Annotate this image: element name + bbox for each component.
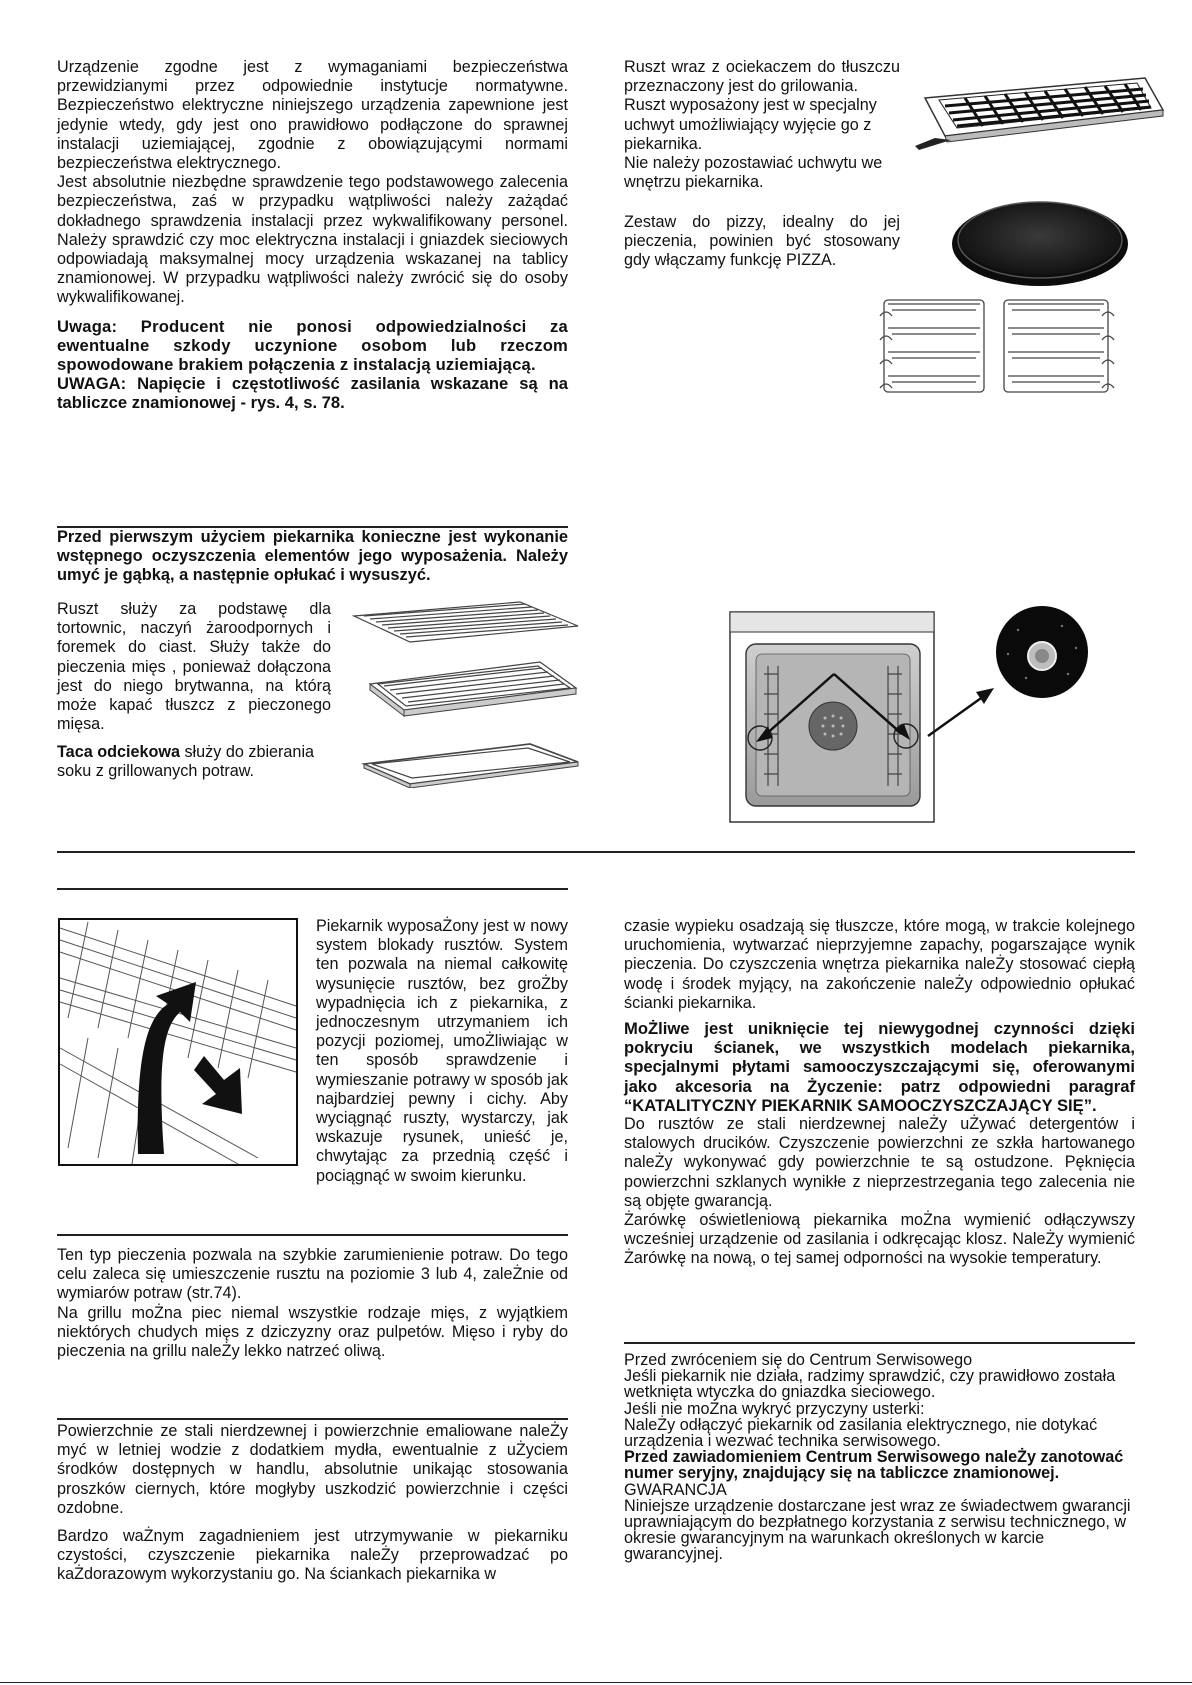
grill-rack-with-handle-image [905,70,1167,150]
grill-rack-paragraph-1: Ruszt wraz z ociekaczem do tłuszczu przeznaczony jest do grilowania. [624,58,900,96]
warranty-text: Niniejsze urządzenie dostarczane jest wraz ze świadectwem gwarancji uprawniającym do bezpłatnego korzystania z serwisu technicznego, w okresie gwarancyjnym na warunkach określonych w karcie gwarancyjnej. [624,1496,1131,1564]
oven-interior-lamp-image [726,596,1136,826]
service-line-1: Przed zwróceniem się do Centrum Serwisowego [624,1351,973,1369]
service-line-3: Jeśli nie moŻna wykryć przyczyny usterki: [624,1399,925,1418]
grill-rack-paragraph-3: Nie należy pozostawiać uchwytu we wnętrzu piekarnika. [624,154,883,192]
page-bottom-rule [0,1682,1192,1683]
grill-rack-paragraph-2: Ruszt wyposażony jest w specjalny uchwyt umożliwiający wyjęcie go z piekarnika. [624,96,877,153]
cleaning-text-right [624,917,1135,1269]
grill-text [57,1246,568,1361]
section-rule-cleaning [57,1418,568,1420]
lamp-replacement: Żarówkę oświetleniową piekarnika moŻna wymienić odłączywszy wcześniej urządzenie od zasilania i odkręcając klosz. NaleŻy wymienić Żarówkę na nową, o tej samej odporności na wysokie temperatury. [624,1211,1135,1268]
rack-description: Ruszt służy za podstawę dla tortownic, naczyń żaroodpornych i foremek do ciast. Służy także do pieczenia mięs , ponieważ dołączona jest do niego brytwanna, na którą może kapać tłuszcz z pieczonego mięsa. [57,600,331,734]
section-rule-service [624,1342,1135,1344]
catalytic-note: MoŻliwe jest uniknięcie tej niewygodnej czynności dzięki pokryciu ścianek, we wszystkich modelach piekarnika, specjalnymi płytami samooczyszczającymi się, oferowanymi jako akcesoria na Życzenie: patrz odpowiedni paragraf “KATALITYCZNY PIEKARNIK SAMOOCZYSZCZAJĄCY SIĘ”. [624,1019,1135,1115]
grill-paragraph-1: Ten typ pieczenia pozwala na szybkie zarumienienie potraw. Do tego celu zaleca się umieszczenie rusztu na poziomie 3 lub 4, zaleŻnie od wymiarów potraw (str.74). [57,1246,568,1303]
cleaning-paragraph-1: Powierzchnie ze stali nierdzewnej i powierzchnie emaliowane naleŻy myć w letniej wodzie z dodatkiem mydła, ewentualnie z uŻyciem środków dostępnych w handlu, absolutnie unikając stosowania proszków ciernych, które mogłyby uszkodzić powierzchnie i części ozdobne. [57,1422,568,1517]
cleaning-paragraph-2: Bardzo waŻnym zagadnieniem jest utrzymywanie w piekarniku czystości, czyszczenie piekarnika naleŻy przeprowadzać po kaŻdorazowym wykorzystaniu go. Na ściankach piekarnika w [57,1527,568,1584]
section-rule-rack-lock [57,888,568,890]
pizza-paragraph: Zestaw do pizzy, idealny do jej pieczenia, powinien być stosowany gdy włączamy funkcję PIZZA. [624,213,900,270]
safety-paragraph-1: Urządzenie zgodne jest z wymaganiami bezpieczeństwa przewidzianymi przez odpowiednie instytucje normatywne. Bezpieczeństwo elektryczne niniejszego urządzenia zapewnione jest jedynie wtedy, gdy jest ono prawidłowo podłączone do sprawnej instalacji uziemiającej, zgodnie z obowiązującymi normami bezpieczeństwa elektrycznego. [57,58,568,173]
grill-rack-text [624,58,900,192]
service-line-2: Jeśli piekarnik nie działa, radzimy sprawdzić, czy prawidłowo została wetknięta wtyczka do gniazdka sieciowego. [624,1367,1116,1402]
warranty-title: GWARANCJA [624,1480,727,1499]
safety-warning-1: Uwaga: Producent nie ponosi odpowiedzialności za ewentualne szkody uczynione osobom lub rzeczom spowodowane brakiem połączenia z instalacją uziemiającą. [57,316,568,375]
section-rule-grill [57,1234,568,1236]
drip-tray-description [57,743,337,781]
drip-tray-label: Taca odciekowa [57,743,180,761]
service-line-4: NaleŻy odłączyć piekarnik od zasilania elektrycznego, nie dotykać urządzenia i wezwać technika serwisowego. [624,1415,1098,1451]
grill-paragraph-2: Na grillu moŻna piec niemal wszystkie rodzaje mięs, z wyjątkiem niektórych chudych mięs z dziczyzny oraz pulpetów. Mięso i ryby do pieczenia na grillu naleŻy lekko natrzeć oliwą. [57,1303,568,1361]
service-text [624,1352,1135,1563]
safety-warning-2: UWAGA: Napięcie i częstotliwość zasilania wskazane są na tabliczce znamionowej - rys. 4, s. 78. [57,374,568,413]
pizza-tray-image [950,196,1130,288]
rack-lock-illustration [58,918,298,1166]
side-rack-guides-image [878,294,1132,398]
service-serial-note: Przed zawiadomieniem Centrum Serwisowego naleŻy zanotować numer seryjny, znajdujący się na tabliczce znamionowej. [624,1448,1124,1483]
first-use-heading: Przed pierwszym użyciem piekarnika konieczne jest wykonanie wstępnego oczyszczenia elementów jego wyposażenia. Należy umyć je gąbką, a następnie opłukać i wysuszyć. [57,528,568,585]
safety-section [57,58,568,422]
rack-lock-text: Piekarnik wyposaŻony jest w nowy system blokady rusztów. System ten pozwala na niemal całkowitę wysunięcie rusztów, bez groŻby wypadnięcia ich z piekarnika, z jednoczesnym utrzymaniem ich pozycji poziomej, umoŻliwiając w ten sposób sprawdzenie i wymieszanie potrawy w sposób jak najbardziej pewny i cichy. Aby wyciągnąć ruszty, wystarczy, jak wskazuje rysunek, unieść je, chwytając za przednią część i pociągnąć w swoim kierunku. [316,917,568,1185]
safety-paragraph-2: Jest absolutnie niezbędne sprawdzenie tego podstawowego zalecenia bezpieczeństwa, zaś w przypadku wątpliwości należy zażądać dokładnego sprawdzenia instalacji przez wykwalifikowany personel. Należy sprawdzić czy moc elektryczna instalacji i gniazdek sieciowych odpowiadają maksymalnej mocy urządzenia wskazanej na tablicy znamionowej. W przypadku wątpliwości należy zwrócić się do osoby wykwalifikowanej. [57,173,568,307]
drip-tray-text: służy do zbierania soku z grillowanych potraw. [57,743,315,781]
cleaning-right-paragraph-2: Do rusztów ze stali nierdzewnej naleŻy uŻywać detergentów i stalowych drucików. Czyszczenie powierzchni ze szkła hartowanego naleŻy wykonywać gdy powierzchnie te są ostudzone. Pęknięcia powierzchni szklanych wynikłe z nieprzestrzegania tego zalecenia nie są objęte gwarancją. [624,1115,1135,1210]
page-divider [57,851,1135,853]
oven-racks-and-tray-image [350,598,580,788]
cleaning-right-paragraph-1: czasie wypieku osadzają się tłuszcze, które mogą, w trakcie kolejnego uruchomienia, wytwarzać nieprzyjemne zapachy, pogarszające wynik pieczenia. Do czyszczenia wnętrza piekarnika naleŻy stosować ciepłą wodę i środek myjący, na zakończenie naleŻy odpowiednio opłukać ścianki piekarnika. [624,917,1135,1012]
pizza-text [624,213,900,280]
cleaning-text-left [57,1422,568,1594]
